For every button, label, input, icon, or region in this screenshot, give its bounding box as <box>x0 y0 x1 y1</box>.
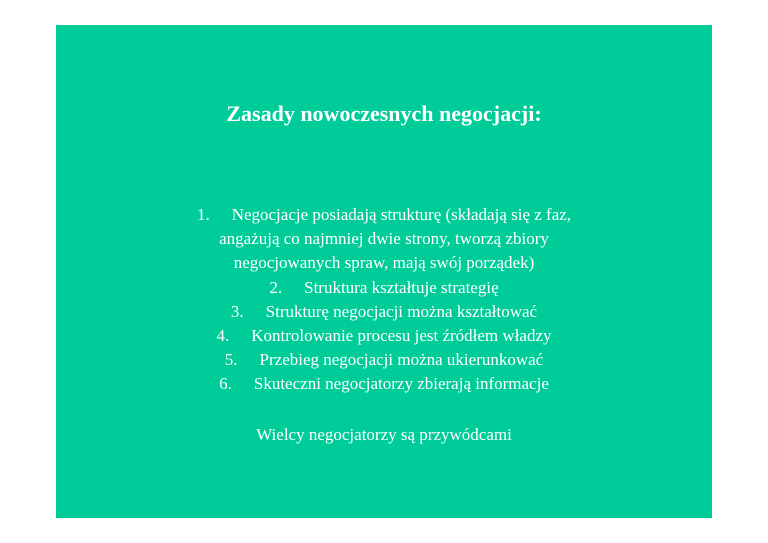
slide-title: Zasady nowoczesnych negocjacji: <box>226 101 542 126</box>
list-item-text: Negocjacje posiadają strukturę (składają się z faz, angażują co najmniej dwie strony, tworzą zbiory negocjowanych spraw, mają swój porządek) <box>219 205 572 273</box>
list-item-text: Kontrolowanie procesu jest źródłem władzy <box>251 326 552 346</box>
slide <box>56 25 712 518</box>
closing-statement: Wielcy negocjatorzy są przywódcami <box>256 425 512 444</box>
list-item-number: 6. <box>219 374 232 394</box>
list-item-number: 3. <box>230 301 244 321</box>
list-item <box>56 300 712 324</box>
list-item <box>56 324 712 348</box>
list-item-text: Skuteczni negocjatorzy zbierają informacje <box>253 374 549 394</box>
list-item <box>56 372 712 396</box>
list-item <box>56 348 712 372</box>
list-item-number: 5. <box>224 350 238 370</box>
principles-list <box>56 203 712 397</box>
list-item-text: Struktura kształtuje strategię <box>304 277 499 297</box>
list-item <box>56 276 712 300</box>
list-item-text: Strukturę negocjacji można kształtować <box>265 301 538 321</box>
list-item <box>174 203 594 276</box>
list-item-text: Przebieg negocjacji można ukierunkować <box>259 350 544 370</box>
list-item-number: 4. <box>216 326 230 346</box>
list-item-number: 1. <box>196 205 210 224</box>
list-item-number: 2. <box>269 277 283 297</box>
